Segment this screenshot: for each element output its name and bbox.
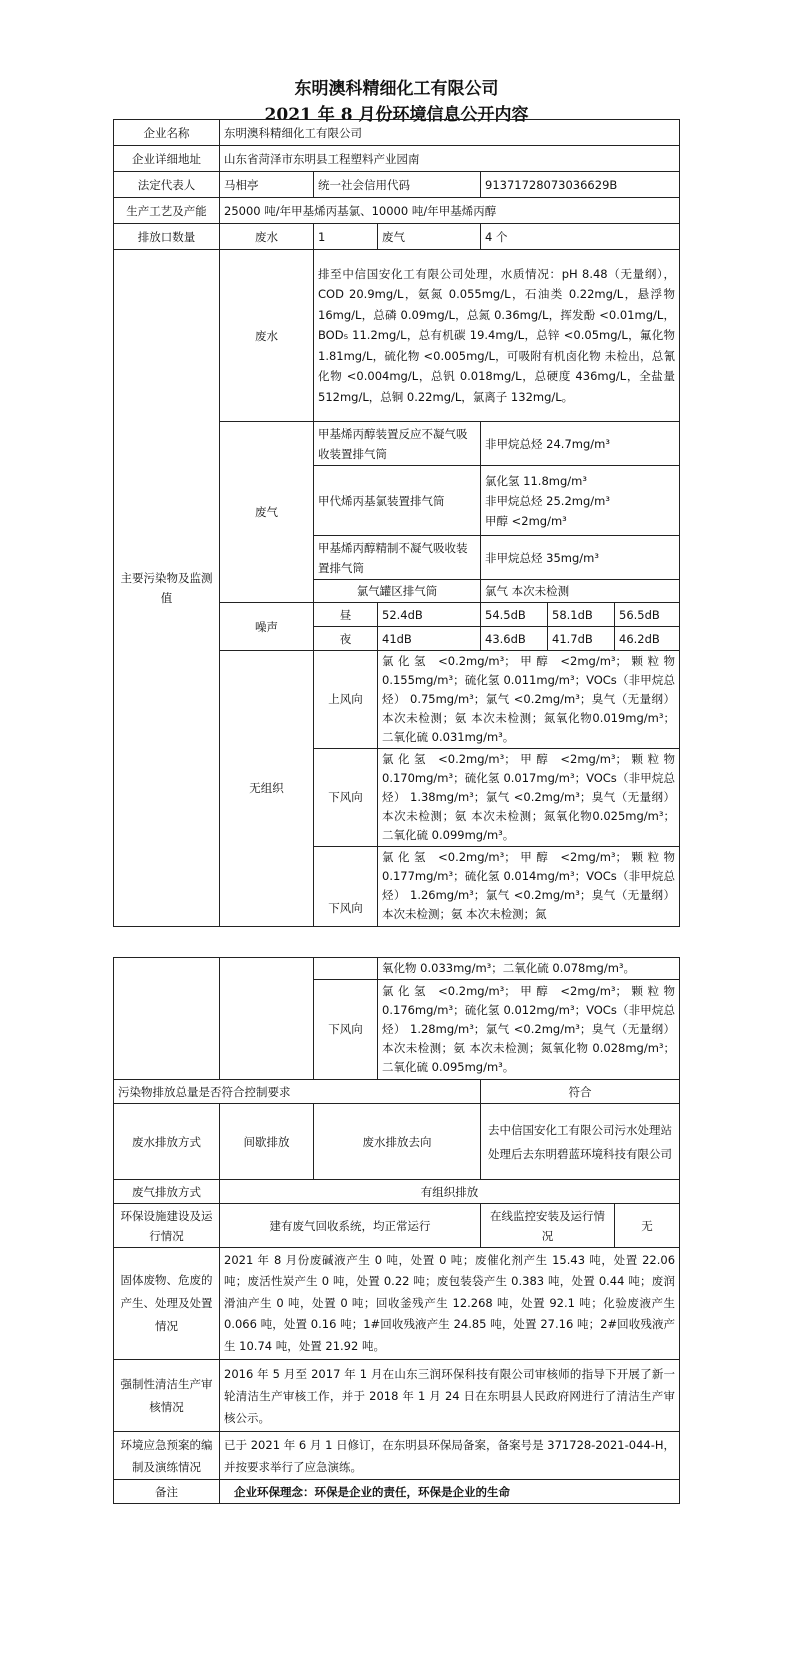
- emergency-plan-label: 环境应急预案的编制及演练情况: [114, 1432, 220, 1480]
- info-table-part1: [113, 119, 680, 927]
- exhaust-value-4: [481, 580, 680, 603]
- legal-rep-value: 马相亭: [220, 172, 314, 198]
- info-table-part2: [113, 957, 680, 1504]
- main-pollutants-label: 主要污染物及监测值: [114, 250, 220, 927]
- noise-night-3: 41.7dB: [548, 627, 615, 651]
- fugitive-dir-4: 下风向: [314, 980, 378, 1080]
- fugitive-value-3b: 氧化物 0.033mg/m³；二氧化硫 0.078mg/m³。: [378, 958, 680, 980]
- noise-night-4: 46.2dB: [615, 627, 680, 651]
- noise-day-1: 52.4dB: [378, 603, 481, 627]
- outlets-wastewater-label: 废水: [220, 224, 314, 250]
- exhaust-measure: 非甲烷总烃 24.7mg/m³: [485, 436, 610, 451]
- clean-production-label: 强制性清洁生产审核情况: [114, 1360, 220, 1432]
- online-monitor-label: 在线监控安装及运行情况: [481, 1204, 615, 1248]
- wastewater-label: 废水: [220, 250, 314, 422]
- note-label: 备注: [114, 1480, 220, 1504]
- exhaust-source-3: 甲基烯丙醇精制不凝气吸收装置排气筒: [314, 536, 481, 580]
- fugitive-value-4: 氯化氢 <0.2mg/m³；甲醇 <2mg/m³；颗粒物 0.176mg/m³；硫化氢 0.012mg/m³；VOCs（非甲烷总烃） 1.28mg/m³；氯气 <0.2mg/m³；臭气（无量纲） 本次未检测；氨 本次未检测；氮氧化物 0.028mg/m³；二氧化硫 0.095mg/m³。: [378, 980, 680, 1080]
- exhaust-measure: 非甲烷总烃 35mg/m³: [485, 550, 599, 565]
- noise-night-1: 41dB: [378, 627, 481, 651]
- noise-day-4: 56.5dB: [615, 603, 680, 627]
- gas-mode-label: 废气排放方式: [114, 1180, 220, 1204]
- credit-code-label: 统一社会信用代码: [314, 172, 481, 198]
- exhaust-source-1: 甲基烯丙醇装置反应不凝气吸收装置排气筒: [314, 422, 481, 466]
- exhaust-source-2: 甲代烯丙基氯装置排气筒: [314, 466, 481, 536]
- note-value: 企业环保理念：环保是企业的责任，环保是企业的生命: [220, 1480, 680, 1504]
- exhaust-measure: 非甲烷总烃 25.2mg/m³: [485, 493, 610, 508]
- exhaust-value-3: [481, 536, 680, 580]
- fugitive-value-3a: 氯化氢 <0.2mg/m³；甲醇 <2mg/m³；颗粒物 0.177mg/m³；硫化氢 0.014mg/m³；VOCs（非甲烷总烃） 1.26mg/m³；氯气 <0.2mg/m³；臭气（无量纲） 本次未检测；氨 本次未检测；氮: [378, 847, 680, 927]
- wastewater-quality: 排至中信国安化工有限公司处理，水质情况：pH 8.48（无量纲），COD 20.9mg/L，氨氮 0.055mg/L，石油类 0.22mg/L，悬浮物 16mg/L，总磷 0.09mg/L，总氮 0.36mg/L，挥发酚 <0.01mg/L，BOD₅ 11.2mg/L，总有机碳 19.4mg/L，总锌 <0.05mg/L，氟化物 1.81mg/L，硫化物 <0.005mg/L，可吸附有机卤化物 未检出，总氰化物 <0.004mg/L，总钒 0.018mg/L，总硬度 436mg/L，全盐量 512mg/L，总铜 0.22mg/L，氯离子 132mg/L。: [314, 250, 680, 422]
- outlets-wastewater-count: 1: [314, 224, 378, 250]
- ww-mode-value: 间歇排放: [220, 1104, 314, 1180]
- exhaust-value-2: [481, 466, 680, 536]
- noise-day-label: 昼: [314, 603, 378, 627]
- noise-day-2: 54.5dB: [481, 603, 548, 627]
- continued-blank-1: [114, 958, 220, 1080]
- process-label: 生产工艺及产能: [114, 198, 220, 224]
- fugitive-value-1: 氯化氢 <0.2mg/m³；甲醇 <2mg/m³；颗粒物 0.155mg/m³；硫化氢 0.011mg/m³；VOCs（非甲烷总烃） 0.75mg/m³；氯气 <0.2mg/m³；臭气（无量纲） 本次未检测；氨 本次未检测；氮氧化物0.019mg/m³；二氧化硫 0.031mg/m³。: [378, 651, 680, 749]
- facility-label: 环保设施建设及运行情况: [114, 1204, 220, 1248]
- fugitive-label: 无组织: [220, 651, 314, 927]
- fugitive-dir-1: 上风向: [314, 651, 378, 749]
- clean-production-value: 2016 年 5 月至 2017 年 1 月在山东三润环保科技有限公司审核师的指导下开展了新一轮清洁生产审核工作，并于 2018 年 1 月 24 日在东明县人民政府网进行了清洁生产审核公示。: [220, 1360, 680, 1432]
- document-subtitle: 2021 年 8 月份环境信息公开内容: [264, 105, 529, 125]
- ww-mode-label: 废水排放方式: [114, 1104, 220, 1180]
- ww-destination-label: 废水排放去向: [314, 1104, 481, 1180]
- exhaust-label: 废气: [220, 422, 314, 603]
- exhaust-measure: 氯化氢 11.8mg/m³: [485, 473, 587, 488]
- continued-blank-3: [314, 958, 378, 980]
- exhaust-measure: 甲醇 <2mg/m³: [485, 513, 567, 528]
- fugitive-value-2: 氯化氢 <0.2mg/m³；甲醇 <2mg/m³；颗粒物 0.170mg/m³；硫化氢 0.017mg/m³；VOCs（非甲烷总烃） 1.38mg/m³；氯气 <0.2mg/m³；臭气（无量纲） 本次未检测；氨 本次未检测；氮氧化物0.025mg/m³；二氧化硫 0.099mg/m³。: [378, 749, 680, 847]
- process-value: 25000 吨/年甲基烯丙基氯、10000 吨/年甲基烯丙醇: [220, 198, 680, 224]
- ww-destination-value: 去中信国安化工有限公司污水处理站处理后去东明碧蓝环境科技有限公司: [481, 1104, 680, 1180]
- facility-value: 建有废气回收系统，均正常运行: [220, 1204, 481, 1248]
- noise-label: 噪声: [220, 603, 314, 651]
- total-control-value: 符合: [481, 1080, 680, 1104]
- gas-mode-value: 有组织排放: [220, 1180, 680, 1204]
- fugitive-dir-3: 下风向: [314, 847, 378, 927]
- credit-code-value: 91371728073036629B: [481, 172, 680, 198]
- solid-waste-label: 固体废物、危废的产生、处理及处置情况: [114, 1248, 220, 1360]
- noise-day-3: 58.1dB: [548, 603, 615, 627]
- noise-night-label: 夜: [314, 627, 378, 651]
- legal-rep-label: 法定代表人: [114, 172, 220, 198]
- exhaust-source-4: 氯气罐区排气筒: [314, 580, 481, 603]
- exhaust-value-1: [481, 422, 680, 466]
- company-name-label: 企业名称: [114, 120, 220, 146]
- outlets-label: 排放口数量: [114, 224, 220, 250]
- address-label: 企业详细地址: [114, 146, 220, 172]
- company-name-value: 东明澳科精细化工有限公司: [220, 120, 680, 146]
- outlets-gas-count: 4 个: [481, 224, 680, 250]
- fugitive-dir-2: 下风向: [314, 749, 378, 847]
- document-title: 东明澳科精细化工有限公司: [294, 79, 499, 99]
- continued-blank-2: [220, 958, 314, 1080]
- outlets-gas-label: 废气: [378, 224, 481, 250]
- total-control-label: 污染物排放总量是否符合控制要求: [114, 1080, 481, 1104]
- noise-night-2: 43.6dB: [481, 627, 548, 651]
- exhaust-measure: 氯气 本次未检测: [485, 584, 570, 598]
- solid-waste-value: 2021 年 8 月份废碱液产生 0 吨，处置 0 吨；废催化剂产生 15.43 吨，处置 22.06 吨；废活性炭产生 0 吨，处置 0.22 吨；废包装袋产生 0.383 吨，处置 0.44 吨；废润滑油产生 0 吨，处置 0 吨；回收釜残产生 12.268 吨，处置 92.1 吨；化验废液产生 0.066 吨，处置 0.16 吨；1#回收残液产生 24.85 吨，处置 27.16 吨；2#回收残液产生 10.74 吨，处置 21.92 吨。: [220, 1248, 680, 1360]
- online-monitor-value: 无: [615, 1204, 680, 1248]
- address-value: 山东省菏泽市东明县工程塑料产业园南: [220, 146, 680, 172]
- emergency-plan-value: 已于 2021 年 6 月 1 日修订，在东明县环保局备案，备案号是 371728-2021-044-H，并按要求举行了应急演练。: [220, 1432, 680, 1480]
